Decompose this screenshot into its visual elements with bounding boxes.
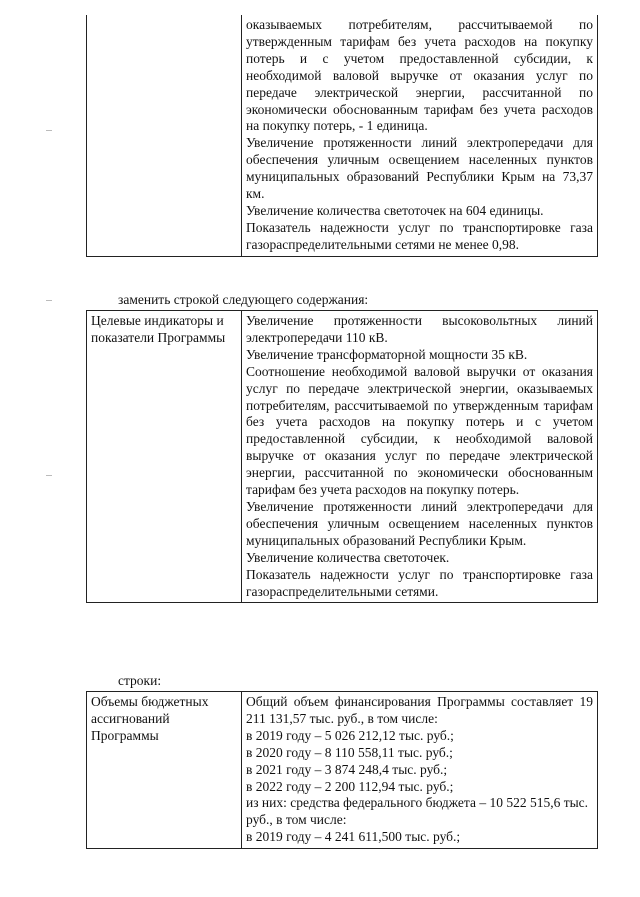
right-cell	[242, 692, 598, 849]
paragraph: из них: средства федерального бюджета – 10 522 515,6 тыс. руб., в том числе:	[246, 795, 589, 828]
caption-replace: заменить строкой следующего содержания:	[118, 292, 369, 307]
scan-mark	[46, 130, 52, 131]
paragraph: Увеличение количества светоточек.	[246, 549, 450, 565]
table-fragment-previous	[86, 15, 598, 257]
paragraph: оказываемых потребителям, рассчитываемой по утвержденным тарифам без учета расходов на покупку потерь и с учетом предоставленной субсидии, к необходимой валовой выручке от оказания услуг по передаче электрической энергии, рассчитанной по экономически обоснованным тарифам без учета расходов на покупку потерь, - 1 единица.	[246, 17, 593, 134]
table-row	[87, 311, 598, 603]
paragraph: Увеличение протяженности линий электропередачи для обеспечения уличным освещением населенных пунктов муниципальных образований Республики Крым на 73,37 км.	[246, 135, 593, 202]
paragraph: в 2022 году – 2 200 112,94 тыс. руб.;	[246, 778, 454, 794]
paragraph: Увеличение количества светоточек на 604 единицы.	[246, 202, 544, 218]
paragraph: Увеличение протяженности высоковольтных линий электропередачи 110 кВ.	[246, 313, 593, 345]
table-row	[87, 692, 598, 849]
table-row	[87, 15, 598, 256]
paragraph: Показатель надежности услуг по транспортировке газа газораспределительными сетями не менее 0,98.	[246, 219, 593, 252]
paragraph: Увеличение трансформаторной мощности 35 кВ.	[246, 346, 528, 362]
scan-mark	[46, 300, 52, 301]
paragraph: Общий объем финансирования Программы составляет 19 211 131,57 тыс. руб., в том числе:	[246, 694, 593, 726]
paragraph: Увеличение протяженности линий электропередачи для обеспечения уличным освещением населенных пунктов муниципальных образований Республики Крым.	[246, 498, 593, 548]
scan-mark	[46, 475, 52, 476]
paragraph: в 2021 году – 3 874 248,4 тыс. руб.;	[246, 761, 448, 777]
paragraph: Соотношение необходимой валовой выручки от оказания услуг по передаче электрической энергии, оказываемых потребителям, рассчитываемой по утвержденным тарифам без учета расходов на покупку потерь и с учетом предоставленной субсидии, к необходимой валовой выручке от оказания услуг по передаче электрической энергии, рассчитанной по экономически обоснованным тарифам без учета расходов на покупку потерь.	[246, 363, 593, 498]
table-target-indicators	[86, 310, 598, 603]
paragraph: Показатель надежности услуг по транспортировке газа газораспределительными сетями.	[246, 566, 593, 599]
paragraph: в 2020 году – 8 110 558,11 тыс. руб.;	[246, 744, 453, 760]
right-cell	[242, 15, 598, 256]
left-cell-indicators: Целевые индикаторы и показатели Программы	[87, 311, 242, 603]
paragraph: в 2019 году – 4 241 611,500 тыс. руб.;	[246, 829, 461, 845]
right-cell	[242, 311, 598, 603]
caption-rows: строки:	[118, 673, 162, 688]
table-budget	[86, 691, 598, 849]
left-cell-budget: Объемы бюджетных ассигнований Программы	[87, 692, 242, 849]
paragraph: в 2019 году – 5 026 212,12 тыс. руб.;	[246, 727, 454, 743]
left-cell	[87, 15, 242, 256]
